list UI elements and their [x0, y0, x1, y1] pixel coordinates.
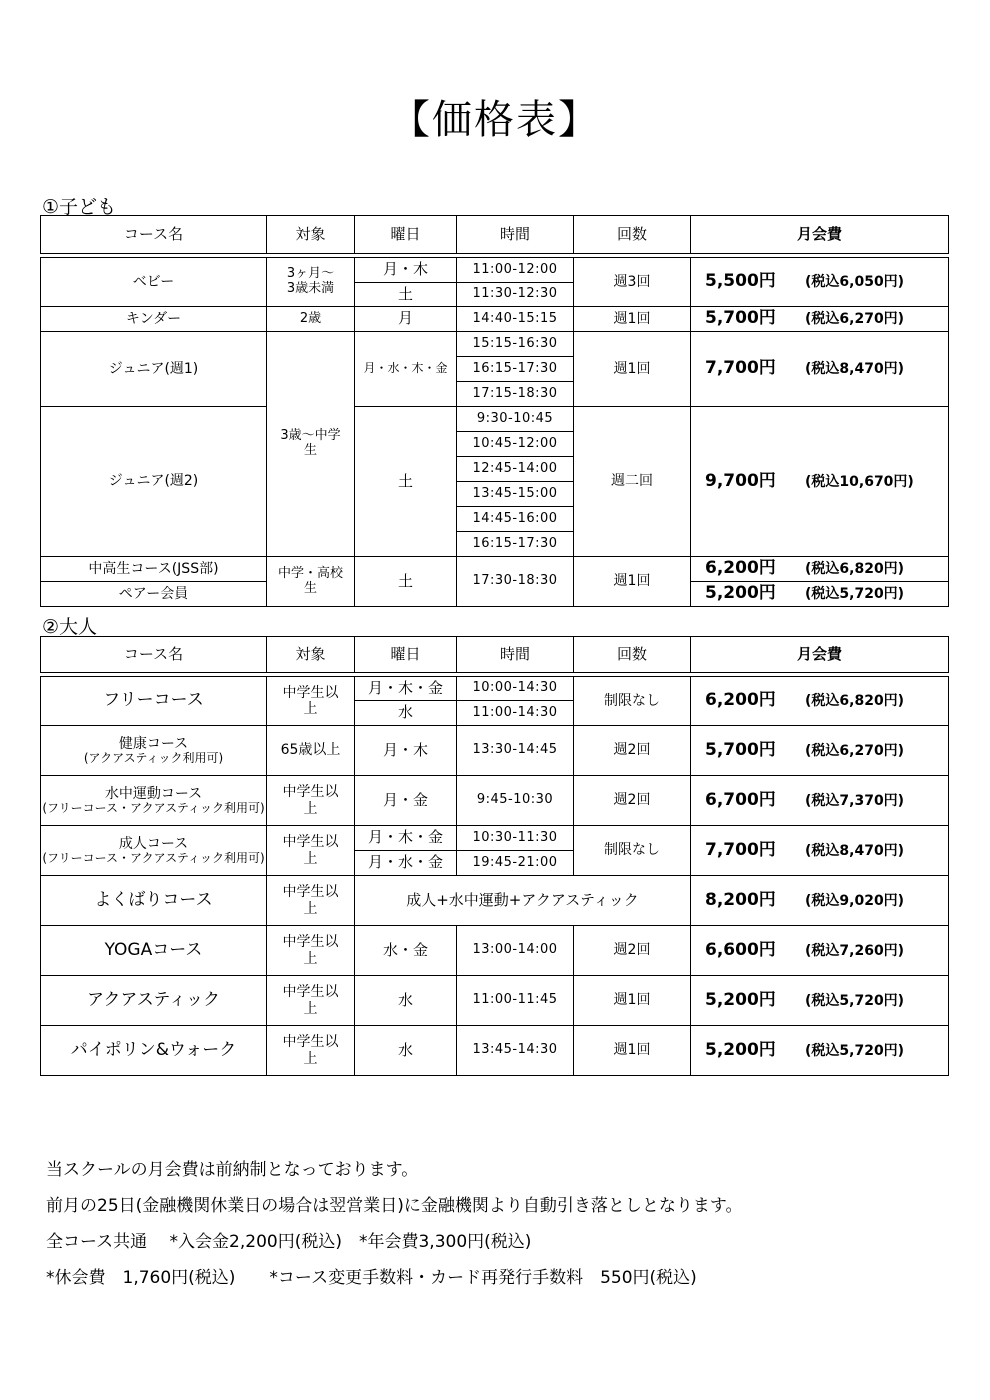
count: 週2回 — [574, 726, 691, 776]
course-name: 水中運動コース (フリーコース・アクアスティック利用可) — [41, 776, 267, 826]
course-name: よくばりコース — [41, 876, 267, 926]
count: 週1回 — [574, 332, 691, 407]
col-count-header: 回数 — [574, 216, 691, 254]
count: 週1回 — [574, 1026, 691, 1076]
table-row — [41, 926, 949, 976]
time: 15:15-16:30 — [457, 332, 574, 357]
day: 月・木・金 — [355, 677, 457, 701]
table-row — [41, 726, 949, 776]
count: 週二回 — [574, 407, 691, 557]
monthly-fee: 5,700円 (税込6,270円) — [691, 726, 949, 776]
time: 12:45-14:00 — [457, 457, 574, 482]
day: 月・木・金 — [355, 826, 457, 851]
day: 月・木 — [355, 258, 457, 283]
course-name: ペアー会員 — [41, 582, 267, 607]
time: 17:30-18:30 — [457, 557, 574, 607]
course-name: 成人コース (フリーコース・アクアスティック利用可) — [41, 826, 267, 876]
monthly-fee: 6,200円 (税込6,820円) — [691, 557, 949, 582]
table-row — [41, 826, 949, 851]
time: 11:00-14:30 — [457, 701, 574, 726]
target: 中学生以 上 — [267, 826, 355, 876]
time: 9:45-10:30 — [457, 776, 574, 826]
monthly-fee: 6,700円 (税込7,370円) — [691, 776, 949, 826]
col-target-header: 対象 — [267, 216, 355, 254]
time: 13:45-15:00 — [457, 482, 574, 507]
time: 14:45-16:00 — [457, 507, 574, 532]
day: 月・水・金 — [355, 851, 457, 876]
col-day-header: 曜日 — [355, 637, 457, 673]
target: 中学生以 上 — [267, 926, 355, 976]
table-row — [41, 776, 949, 826]
monthly-fee: 5,500円 (税込6,050円) — [691, 258, 949, 307]
note-line: 全コース共通 *入会金2,200円(税込) *年会費3,300円(税込) — [46, 1232, 532, 1252]
course-name: ジュニア(週2) — [41, 407, 267, 557]
monthly-fee: 6,200円 (税込6,820円) — [691, 677, 949, 726]
table-row — [41, 1026, 949, 1076]
table-row — [41, 258, 949, 283]
time: 16:15-17:30 — [457, 532, 574, 557]
adults-section-heading: ②大人 — [42, 616, 98, 638]
monthly-fee: 5,200円 (税込5,720円) — [691, 1026, 949, 1076]
target: 3ヶ月～ 3歳未満 — [267, 258, 355, 307]
target: 中学・高校 生 — [267, 557, 355, 607]
kids-header-row — [41, 216, 949, 254]
time: 11:00-12:00 — [457, 258, 574, 283]
day: 水 — [355, 976, 457, 1026]
day: 土 — [355, 283, 457, 307]
monthly-fee: 5,200円 (税込5,720円) — [691, 976, 949, 1026]
course-name: 中高生コース(JSS部) — [41, 557, 267, 582]
kids-section-heading: ①子ども — [42, 196, 117, 218]
target: 中学生以 上 — [267, 677, 355, 726]
table-row — [41, 332, 949, 357]
day: 土 — [355, 407, 457, 557]
table-row — [41, 407, 949, 432]
col-time-header: 時間 — [457, 216, 574, 254]
col-course-header: コース名 — [41, 216, 267, 254]
time: 14:40-15:15 — [457, 307, 574, 332]
col-time-header: 時間 — [457, 637, 574, 673]
time: 11:30-12:30 — [457, 283, 574, 307]
count: 週1回 — [574, 307, 691, 332]
day: 水・金 — [355, 926, 457, 976]
kids-price-table — [40, 215, 949, 607]
count: 週2回 — [574, 926, 691, 976]
target: 中学生以 上 — [267, 876, 355, 926]
monthly-fee: 5,700円 (税込6,270円) — [691, 307, 949, 332]
col-fee-header: 月会費 — [691, 637, 949, 673]
table-row — [41, 876, 949, 926]
day: 月・木 — [355, 726, 457, 776]
time: 16:15-17:30 — [457, 357, 574, 382]
monthly-fee: 9,700円 (税込10,670円) — [691, 407, 949, 557]
count: 週2回 — [574, 776, 691, 826]
monthly-fee: 8,200円 (税込9,020円) — [691, 876, 949, 926]
day: 月 — [355, 307, 457, 332]
time: 13:30-14:45 — [457, 726, 574, 776]
day: 土 — [355, 557, 457, 607]
monthly-fee: 6,600円 (税込7,260円) — [691, 926, 949, 976]
time: 10:00-14:30 — [457, 677, 574, 701]
target: 中学生以 上 — [267, 1026, 355, 1076]
target: 2歳 — [267, 307, 355, 332]
note-line: 前月の25日(金融機関休業日の場合は翌営業日)に金融機関より自動引き落としとなります。 — [46, 1196, 743, 1216]
target: 中学生以 上 — [267, 976, 355, 1026]
time: 11:00-11:45 — [457, 976, 574, 1026]
course-name: キンダー — [41, 307, 267, 332]
col-day-header: 曜日 — [355, 216, 457, 254]
target: 3歳～中学 生 — [267, 332, 355, 557]
page-title: 【価格表】 — [390, 97, 600, 143]
combo: 成人+水中運動+アクアスティック — [355, 876, 691, 926]
course-name: ベビー — [41, 258, 267, 307]
target: 中学生以 上 — [267, 776, 355, 826]
time: 10:45-12:00 — [457, 432, 574, 457]
table-row — [41, 557, 949, 582]
note-line: 当スクールの月会費は前納制となっております。 — [46, 1160, 419, 1180]
col-count-header: 回数 — [574, 637, 691, 673]
day: 月・水・木・金 — [355, 332, 457, 407]
time: 19:45-21:00 — [457, 851, 574, 876]
course-name: 健康コース (アクアスティック利用可) — [41, 726, 267, 776]
time: 13:00-14:00 — [457, 926, 574, 976]
course-name: ジュニア(週1) — [41, 332, 267, 407]
count: 制限なし — [574, 826, 691, 876]
time: 10:30-11:30 — [457, 826, 574, 851]
note-line: *休会費 1,760円(税込) *コース変更手数料・カード再発行手数料 550円(税込) — [46, 1268, 697, 1288]
time: 9:30-10:45 — [457, 407, 574, 432]
count: 週1回 — [574, 557, 691, 607]
course-name: YOGAコース — [41, 926, 267, 976]
col-target-header: 対象 — [267, 637, 355, 673]
col-course-header: コース名 — [41, 637, 267, 673]
count: 週1回 — [574, 976, 691, 1026]
table-row — [41, 976, 949, 1026]
table-row — [41, 677, 949, 701]
time: 17:15-18:30 — [457, 382, 574, 407]
monthly-fee: 7,700円 (税込8,470円) — [691, 332, 949, 407]
day: 水 — [355, 701, 457, 726]
monthly-fee: 5,200円 (税込5,720円) — [691, 582, 949, 607]
target: 65歳以上 — [267, 726, 355, 776]
monthly-fee: 7,700円 (税込8,470円) — [691, 826, 949, 876]
day: 水 — [355, 1026, 457, 1076]
adults-price-table — [40, 636, 949, 1076]
time: 13:45-14:30 — [457, 1026, 574, 1076]
count: 週3回 — [574, 258, 691, 307]
day: 月・金 — [355, 776, 457, 826]
notes — [46, 1152, 743, 1296]
count: 制限なし — [574, 677, 691, 726]
course-name: パイポリン&ウォーク — [41, 1026, 267, 1076]
table-row — [41, 307, 949, 332]
course-name: フリーコース — [41, 677, 267, 726]
course-name: アクアスティック — [41, 976, 267, 1026]
col-fee-header: 月会費 — [691, 216, 949, 254]
adults-header-row — [41, 637, 949, 673]
